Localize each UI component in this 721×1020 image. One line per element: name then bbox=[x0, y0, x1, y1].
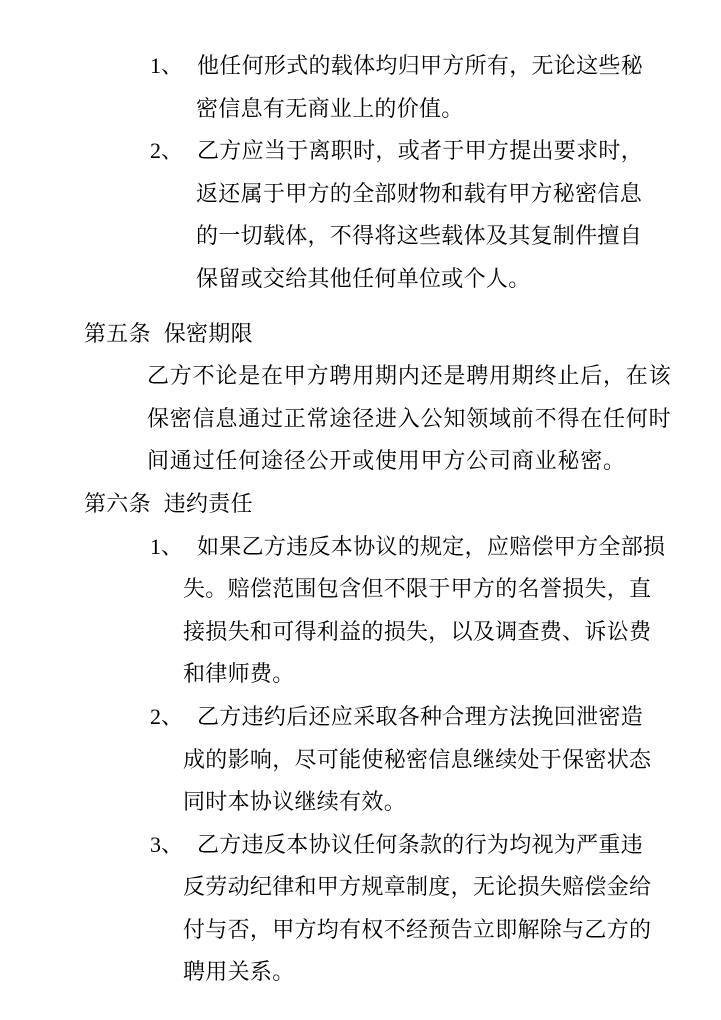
list-item-line: 失。赔偿范围包含但不限于甲方的名誉损失，直 bbox=[183, 576, 652, 602]
list-item-line: 聘用关系。 bbox=[183, 959, 295, 985]
list-item-text: 乙方应当于离职时，或者于甲方提出要求时， bbox=[197, 138, 644, 164]
list-item-number: 2、 bbox=[150, 703, 184, 729]
article-5-heading: 第五条 保密期限 bbox=[84, 320, 253, 346]
list-item-text: 如果乙方违反本协议的规定，应赔偿甲方全部损 bbox=[197, 533, 666, 559]
list-item bbox=[150, 824, 721, 867]
list-item-line: 保留或交给其他任何单位或个人。 bbox=[196, 265, 531, 291]
list-item bbox=[150, 130, 721, 173]
list-item-number: 3、 bbox=[150, 831, 184, 857]
list-item-line: 反劳动纪律和甲方规章制度，无论损失赔偿金给 bbox=[183, 874, 652, 900]
list-item-text: 他任何形式的载体均归甲方所有，无论这些秘 bbox=[197, 53, 644, 78]
article-5-body-line: 间通过任何途径公开或使用甲方公司商业秘密。 bbox=[147, 448, 626, 474]
list-item-line: 密信息有无商业上的价值。 bbox=[196, 95, 464, 121]
list-item-line: 返还属于甲方的全部财物和载有甲方秘密信息 bbox=[196, 180, 643, 206]
article-5-body-line: 乙方不论是在甲方聘用期内还是聘用期终止后，在该 bbox=[147, 363, 672, 389]
list-item bbox=[150, 526, 721, 569]
list-item-text: 乙方违约后还应采取各种合理方法挽回泄密造 bbox=[197, 703, 644, 729]
list-item-line: 接损失和可得利益的损失，以及调查费、诉讼费 bbox=[183, 618, 652, 644]
list-item-number: 1、 bbox=[150, 533, 184, 559]
list-item-line: 付与否，甲方均有权不经预告立即解除与乙方的 bbox=[183, 916, 652, 942]
list-item bbox=[150, 696, 721, 739]
article-5-body-line: 保密信息通过正常途径进入公知领域前不得在任何时 bbox=[147, 405, 672, 431]
list-item-number: 1、 bbox=[150, 53, 184, 78]
list-item-line: 的一切载体，不得将这些载体及其复制件擅自 bbox=[196, 223, 643, 249]
list-item-line: 和律师费。 bbox=[183, 661, 295, 687]
list-item-line: 同时本协议继续有效。 bbox=[183, 789, 407, 815]
list-item-text: 乙方违反本协议任何条款的行为均视为严重违 bbox=[197, 831, 644, 857]
list-item-number: 2、 bbox=[150, 138, 184, 164]
list-item-line: 成的影响，尽可能使秘密信息继续处于保密状态 bbox=[183, 746, 652, 772]
list-item bbox=[150, 45, 721, 88]
article-6-heading: 第六条 违约责任 bbox=[84, 490, 253, 516]
